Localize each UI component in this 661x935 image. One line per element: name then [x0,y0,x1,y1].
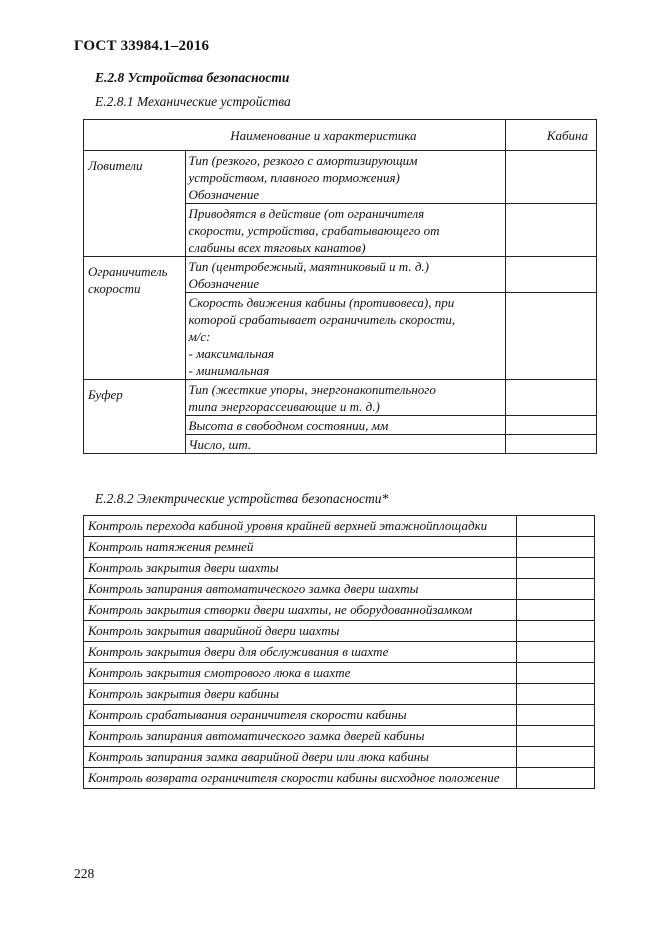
text-line: м/с: [188,329,211,344]
text-line: Контроль перехода кабиной уровня крайней верхней этажной [88,518,433,533]
value-cell [516,705,594,726]
text-line: Ограничитель [88,264,168,279]
table-row [84,747,595,768]
mechanical-devices-table [83,119,597,454]
cabin-value-cell [505,380,596,416]
column-header-cabin: Кабина [505,120,596,151]
safety-device-cell [84,600,517,621]
table-row [84,600,595,621]
table-row [84,516,595,537]
text-line: Контроль закрытия двери для обслуживания в шахте [88,644,389,659]
text-line: Число, шт. [188,437,252,452]
value-cell [516,726,594,747]
safety-device-cell [84,621,517,642]
table-row [84,151,597,204]
table-row [84,257,597,293]
mechanical-subsection-title: Е.2.8.1 Механические устройства [95,94,291,109]
cabin-value-cell [505,151,596,204]
safety-device-cell [84,768,517,789]
text-line: Тип (центробежный, маятниковый и т. д.) [188,259,429,274]
table-row [84,380,597,416]
table-row [84,663,595,684]
safety-device-cell [84,726,517,747]
safety-device-cell [84,705,517,726]
text-line: скорости, устройства, срабатывающего от [188,223,440,238]
page-number: 228 [74,866,95,881]
table-row [84,558,595,579]
characteristic-cell [185,257,505,293]
safety-device-cell [84,747,517,768]
text-line: Контроль срабатывания ограничителя скорости кабины [88,707,407,722]
text-line: Контроль возврата ограничителя скорости кабины в [88,770,387,785]
table-row [84,642,595,663]
table-row [84,705,595,726]
characteristic-cell [185,151,505,204]
value-cell [516,684,594,705]
text-line: Обозначение [188,276,260,291]
cabin-value-cell [505,416,596,435]
column-header-name: Наименование и характеристика [84,120,506,151]
text-line: Контроль закрытия смотрового люка в шахте [88,665,351,680]
cabin-value-cell [505,257,596,293]
text-line: скорости [88,281,141,296]
electrical-subsection-title: Е.2.8.2 Электрические устройства безопасности* [95,491,389,506]
characteristic-cell [185,380,505,416]
text-line: Высота в свободном состоянии, мм [188,418,389,433]
text-line: Буфер [88,387,123,402]
value-cell [516,516,594,537]
safety-device-cell [84,579,517,600]
text-line: Скорость движения кабины (противовеса), при [188,295,455,310]
document-header: ГОСТ 33984.1–2016 [74,38,210,54]
text-line: Контроль запирания замка аварийной двери или люка кабины [88,749,429,764]
text-line: замком [432,602,473,617]
text-line: Контроль закрытия двери шахты [88,560,279,575]
text-line: - минимальная [188,363,270,378]
safety-device-cell [84,537,517,558]
text-line: исходное положение [386,770,500,785]
text-line: Контроль запирания автоматического замка дверей кабины [88,728,425,743]
safety-device-cell [84,516,517,537]
text-line: Контроль закрытия створки двери шахты, не оборудованной [88,602,433,617]
value-cell [516,642,594,663]
text-line: Обозначение [188,187,260,202]
safety-device-cell [84,684,517,705]
text-line: устройством, плавного торможения) [188,170,400,185]
value-cell [516,537,594,558]
text-line: площадки [432,518,488,533]
text-line: Тип (жесткие упоры, энергонакопительного [188,382,436,397]
device-group-label [84,257,186,380]
table-row [84,684,595,705]
table-row [84,768,595,789]
text-line: типа энергорассеивающие и т. д.) [188,399,380,414]
value-cell [516,579,594,600]
cabin-value-cell [505,435,596,454]
value-cell [516,768,594,789]
characteristic-cell [185,293,505,380]
text-line: Контроль закрытия двери кабины [88,686,279,701]
characteristic-cell [185,204,505,257]
table-row [84,726,595,747]
value-cell [516,558,594,579]
table-row [84,579,595,600]
safety-device-cell [84,642,517,663]
text-line: которой срабатывает ограничитель скорости, [188,312,456,327]
electrical-devices-table [83,515,595,789]
section-title: Е.2.8 Устройства безопасности [95,70,290,85]
text-line: - максимальная [188,346,275,361]
text-line: Ловители [88,158,143,173]
text-line: Контроль закрытия аварийной двери шахты [88,623,340,638]
text-line: Контроль запирания автоматического замка двери шахты [88,581,419,596]
characteristic-cell [185,435,505,454]
value-cell [516,663,594,684]
cabin-value-cell [505,204,596,257]
table-row [84,621,595,642]
text-line: слабины всех тяговых канатов) [188,240,366,255]
value-cell [516,600,594,621]
text-line: Приводятся в действие (от ограничителя [188,206,425,221]
device-group-label [84,151,186,257]
safety-device-cell [84,663,517,684]
safety-device-cell [84,558,517,579]
text-line: Тип (резкого, резкого с амортизирующим [188,153,418,168]
value-cell [516,621,594,642]
device-group-label [84,380,186,454]
text-line: Контроль натяжения ремней [88,539,254,554]
table-row [84,537,595,558]
characteristic-cell [185,416,505,435]
cabin-value-cell [505,293,596,380]
value-cell [516,747,594,768]
table-header-row [84,120,597,151]
